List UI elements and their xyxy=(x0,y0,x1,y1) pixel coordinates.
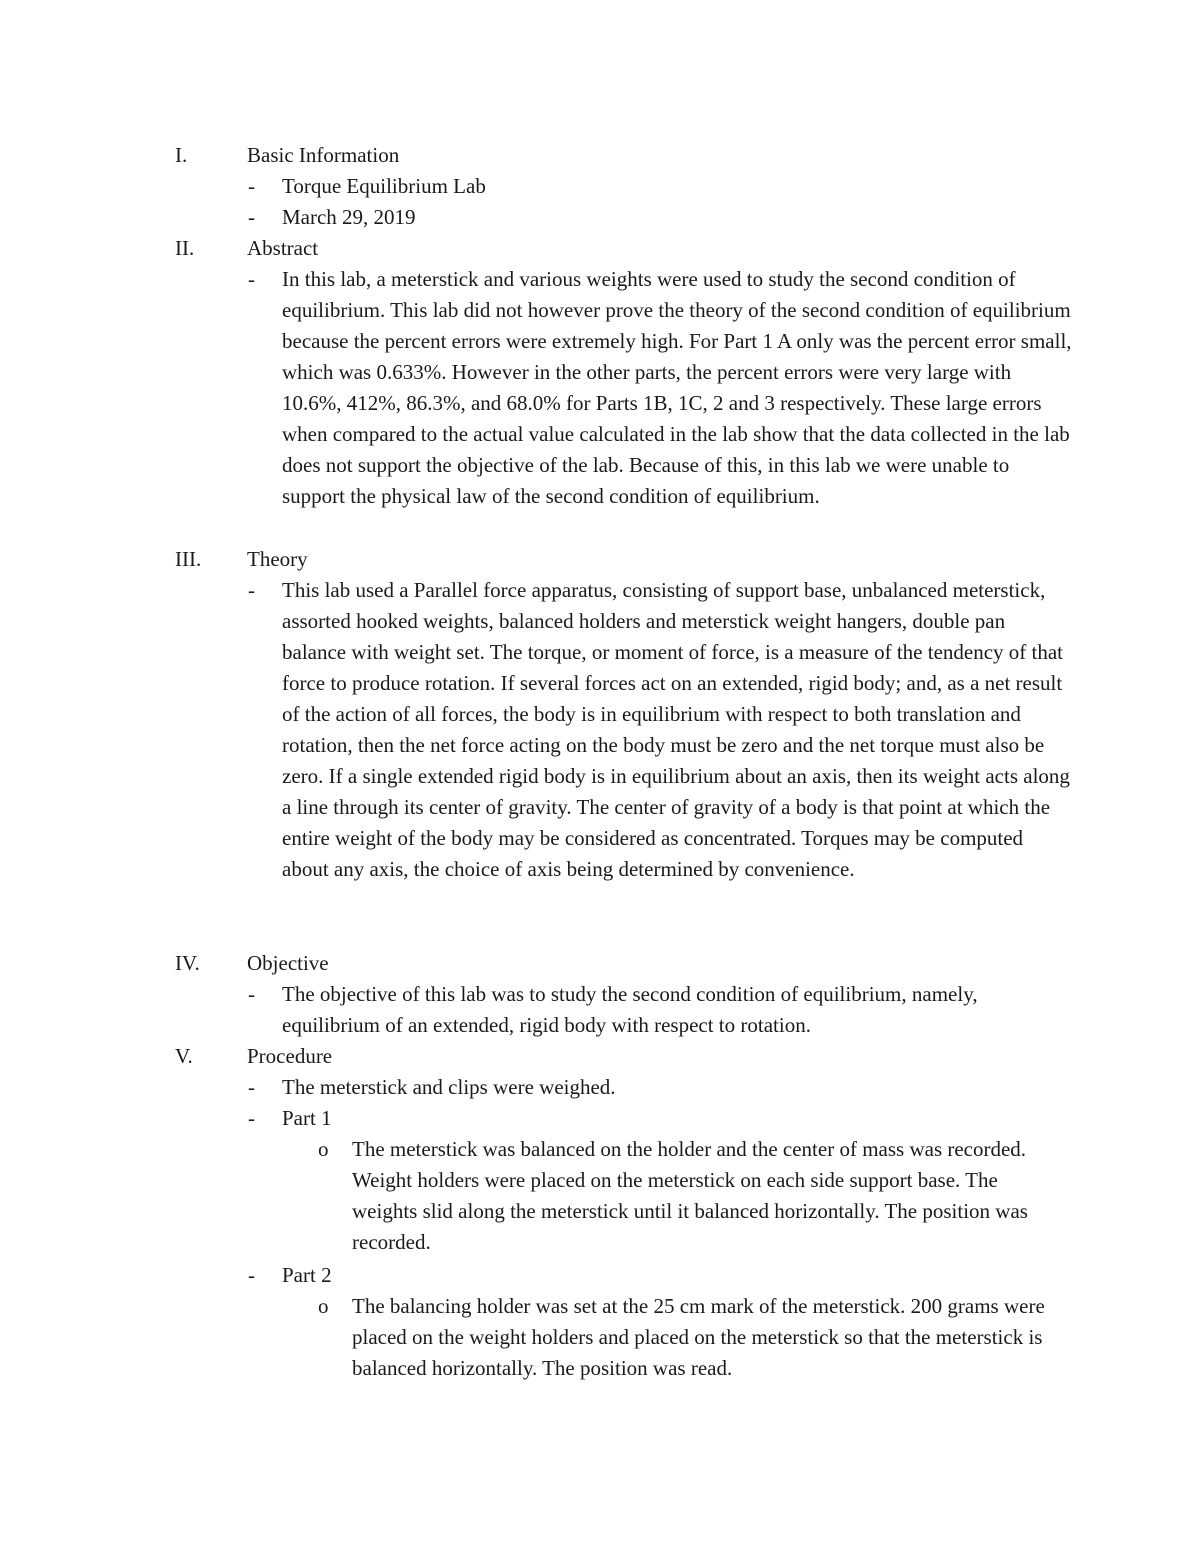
list-item-text: In this lab, a meterstick and various weights were used to study the second condition of equilibrium. This lab did not however prove the theory of the second condition of equilibrium because the percent errors were extremely high. For Part 1 A only was the percent error small, which was 0.633%. However in the other parts, the percent errors were very large with 10.6%, 412%, 86.3%, and 68.0% for Parts 1B, 1C, 2 and 3 respectively. These large errors when compared to the actual value calculated in the lab show that the data collected in the lab does not support the objective of the lab. Because of this, in this lab we were unable to support the physical law of the second condition of equilibrium. xyxy=(282,267,1072,508)
circle-bullet-marker: o xyxy=(318,1294,329,1318)
circle-bullet-marker: o xyxy=(318,1137,329,1161)
dash-marker: - xyxy=(248,174,255,198)
dash-marker: - xyxy=(248,1263,255,1287)
dash-marker: - xyxy=(248,578,255,602)
section-title: Procedure xyxy=(247,1044,333,1068)
section-numeral: III. xyxy=(175,547,202,571)
section-heading-objective xyxy=(175,948,1075,979)
sub-list-item-text: The balancing holder was set at the 25 cm mark of the meterstick. 200 grams were placed on the weight holders and placed on the meterstick so that the meterstick is balanced horizontally. The position was read. xyxy=(352,1294,1045,1380)
section-title: Objective xyxy=(247,951,329,975)
list-item-text: Part 2 xyxy=(282,1263,332,1287)
list-item-text: The meterstick and clips were weighed. xyxy=(282,1075,616,1099)
section-heading-abstract xyxy=(175,233,1075,264)
section-heading-basic-information xyxy=(175,140,1075,171)
dash-marker: - xyxy=(248,1075,255,1099)
dash-marker: - xyxy=(248,982,255,1006)
dash-marker: - xyxy=(248,205,255,229)
section-numeral: V. xyxy=(175,1044,193,1068)
section-numeral: II. xyxy=(175,236,195,260)
section-title: Abstract xyxy=(247,236,319,260)
sub-list-item-text: The meterstick was balanced on the holder and the center of mass was recorded. Weight holders were placed on the meterstick on each side support base. The weights slid along the meterstick until it balanced horizontally. The position was recorded. xyxy=(352,1137,1028,1254)
list-item-text: March 29, 2019 xyxy=(282,205,416,229)
dash-marker: - xyxy=(248,267,255,291)
list-item-text: Torque Equilibrium Lab xyxy=(282,174,486,198)
section-numeral: I. xyxy=(175,143,188,167)
section-heading-procedure xyxy=(175,1041,1075,1072)
section-numeral: IV. xyxy=(175,951,200,975)
list-item-text: Part 1 xyxy=(282,1106,332,1130)
section-heading-theory xyxy=(175,544,1075,575)
list-item-text: This lab used a Parallel force apparatus, consisting of support base, unbalanced meterstick, assorted hooked weights, balanced holders and meterstick weight hangers, double pan balance with weight set. The torque, or moment of force, is a measure of the tendency of that force to produce rotation. If several forces act on an extended, rigid body; and, as a net result of the action of all forces, the body is in equilibrium with respect to both translation and rotation, then the net force acting on the body must be zero and the net torque must also be zero. If a single extended rigid body is in equilibrium about an axis, then its weight acts along a line through its center of gravity. The center of gravity of a body is that point at which the entire weight of the body may be considered as concentrated. Torques may be computed about any axis, the choice of axis being determined by convenience. xyxy=(282,578,1070,881)
list-item-text: The objective of this lab was to study the second condition of equilibrium, namely, equilibrium of an extended, rigid body with respect to rotation. xyxy=(282,982,978,1037)
section-title: Theory xyxy=(247,547,308,571)
dash-marker: - xyxy=(248,1106,255,1130)
section-title: Basic Information xyxy=(247,143,400,167)
